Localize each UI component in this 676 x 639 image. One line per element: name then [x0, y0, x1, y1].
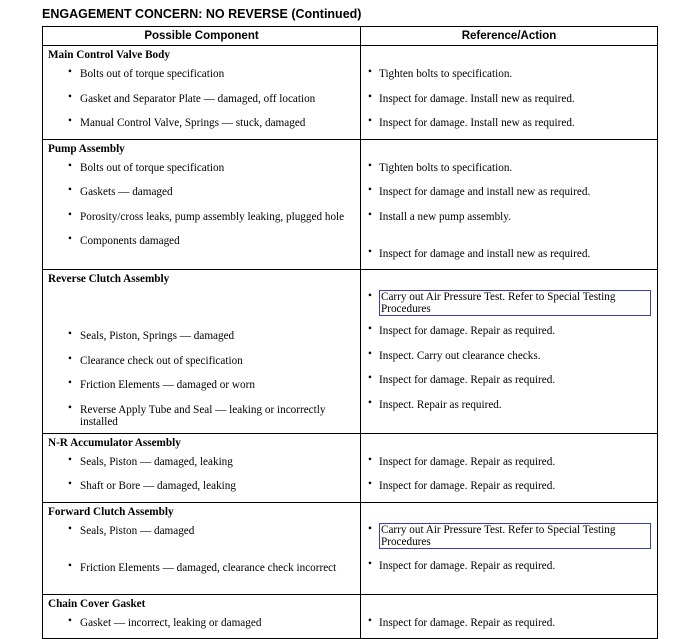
component-item: • Bolts out of torque specification: [68, 159, 225, 174]
action-item: • Inspect for damage and install new as required.: [368, 184, 591, 198]
component-item: • Friction Elements — damaged or worn: [68, 377, 255, 391]
component-item: • Porosity/cross leaks, pump assembly leaking, plugged hole: [68, 208, 345, 223]
actions-cell: [361, 270, 658, 434]
diagnosis-table: [42, 26, 658, 639]
action-item: • Inspect for damage. Repair as required.: [368, 323, 556, 337]
action-item: • Tighten bolts to specification.: [368, 66, 513, 80]
action-item: • Inspect for damage and install new as required.: [368, 245, 591, 260]
component-item: • Gasket — incorrect, leaking or damaged: [68, 614, 262, 629]
section-title: Forward Clutch Assembly: [48, 505, 174, 518]
components-cell: [43, 46, 361, 140]
action-item: • Inspect for damage. Repair as required.: [368, 453, 556, 468]
components-cell: [43, 270, 361, 434]
components-cell: [43, 433, 361, 502]
section-forward-clutch-assembly: [43, 502, 658, 594]
action-item: • Inspect for damage. Repair as required.: [368, 557, 556, 572]
section-reverse-clutch-assembly: [43, 270, 658, 434]
page-title: ENGAGEMENT CONCERN: NO REVERSE (Continued): [42, 7, 362, 21]
actions-cell: [361, 433, 658, 502]
section-pump-assembly: [43, 139, 658, 270]
air-pressure-test-link[interactable]: Carry out Air Pressure Test. Refer to Special Testing Procedures: [379, 290, 651, 316]
section-title: Reverse Clutch Assembly: [48, 273, 170, 285]
component-item: • Seals, Piston — damaged, leaking: [68, 453, 233, 468]
actions-cell: [361, 139, 658, 270]
action-item: • Inspect. Carry out clearance checks.: [368, 347, 541, 362]
header-reference-action: Reference/Action: [361, 27, 658, 46]
action-item: • Inspect. Repair as required.: [368, 396, 502, 411]
component-item: • Friction Elements — damaged, clearance check incorrect: [68, 559, 337, 574]
section-title: Chain Cover Gasket: [48, 597, 146, 610]
section-title: N-R Accumulator Assembly: [48, 436, 181, 449]
actions-cell: [361, 502, 658, 594]
action-item: • Inspect for damage. Install new as required.: [368, 90, 575, 105]
component-item: • Clearance check out of specification: [68, 352, 243, 367]
components-cell: [43, 594, 361, 639]
component-item: • Reverse Apply Tube and Seal — leaking or incorrectly installed: [68, 401, 326, 428]
section-chain-cover-gasket: [43, 594, 658, 639]
action-item: • Tighten bolts to specification.: [368, 159, 513, 174]
component-item: • Manual Control Valve, Springs — stuck, damaged: [68, 115, 306, 129]
section-nr-accumulator-assembly: [43, 433, 658, 502]
action-item: • Inspect for damage. Repair as required.: [368, 478, 556, 492]
action-item: • Inspect for damage. Repair as required.: [368, 372, 556, 386]
section-title: Main Control Valve Body: [48, 49, 170, 61]
section-title: Pump Assembly: [48, 142, 125, 155]
component-item: • Seals, Piston — damaged: [68, 522, 195, 537]
component-item: • Bolts out of torque specification: [68, 66, 225, 80]
air-pressure-test-link[interactable]: Carry out Air Pressure Test. Refer to Special Testing Procedures: [379, 523, 651, 549]
header-possible-component: Possible Component: [43, 27, 361, 46]
header-row: [43, 27, 658, 46]
actions-cell: [361, 594, 658, 639]
component-item: • Shaft or Bore — damaged, leaking: [68, 478, 236, 492]
action-item: • Inspect for damage. Repair as required.: [368, 614, 556, 629]
components-cell: [43, 139, 361, 270]
component-item: • Gasket and Separator Plate — damaged, off location: [68, 90, 316, 105]
component-item: • Gaskets — damaged: [68, 184, 173, 198]
section-main-control-valve-body: [43, 46, 658, 140]
action-item: • Inspect for damage. Install new as required.: [368, 115, 575, 129]
action-item: • Carry out Air Pressure Test. Refer to Special Testing Procedures: [361, 522, 657, 557]
action-item: • Carry out Air Pressure Test. Refer to Special Testing Procedures: [361, 289, 657, 322]
action-item: • Install a new pump assembly.: [368, 208, 511, 223]
actions-cell: [361, 46, 658, 140]
component-item: • Seals, Piston, Springs — damaged: [68, 328, 235, 342]
component-item: • Components damaged: [68, 233, 180, 247]
components-cell: [43, 502, 361, 594]
